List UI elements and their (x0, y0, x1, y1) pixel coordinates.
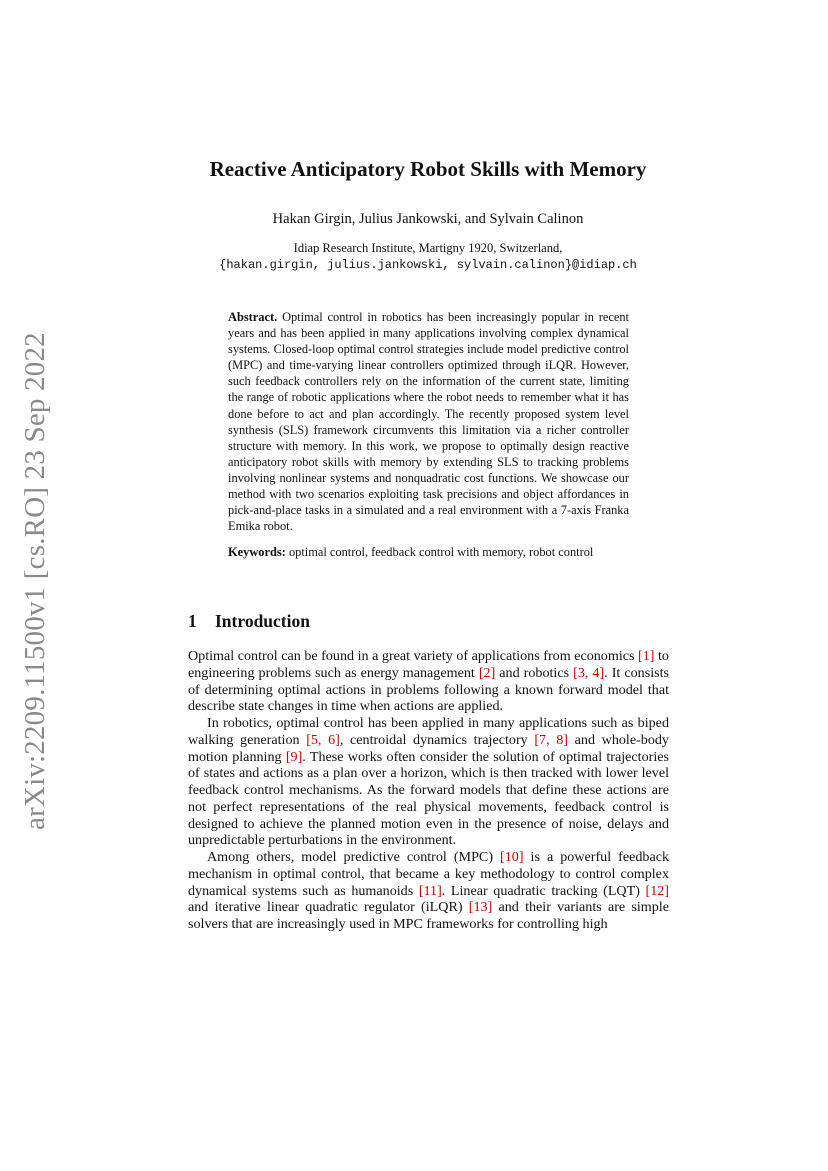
citation-link[interactable]: [11] (418, 882, 442, 899)
abstract-text: Optimal control in robotics has been increasingly popular in recent years and has been applied in many applications involving complex dynamical systems. Closed-loop optimal control strategies include model predictive control (MPC) and time-varying linear controllers optimized through iLQR. However, such feedback controllers rely on the information of the current state, limiting the range of robotic applications where the robot needs to remember what it has done before to act and plan accordingly. The recently proposed system level synthesis (SLS) framework circumvents this limitation via a richer controller structure with memory. In this work, we propose to optimally design reactive anticipatory robot skills with memory by extending SLS to tracking problems involving nonlinear systems and nonquadratic cost functions. We showcase our method with two scenarios exploiting task precisions and object affordances in pick-and-place tasks in a simulated and a real environment with a 7-axis Franka Emika robot. (228, 310, 629, 534)
keywords-text: optimal control, feedback control with memory, robot control (288, 545, 594, 560)
affiliation-block (150, 240, 706, 274)
section-heading (188, 610, 310, 632)
citation-link[interactable]: [13] (468, 899, 493, 916)
abstract-block (228, 309, 629, 560)
abstract-label: Abstract. (228, 310, 278, 324)
body-text-run: . These works often consider the solution of optimal trajectories of states and actions as a plan over a horizon, which is then tracked with lower level feedback control mechanisms. As the forward models that define these actions are not perfect representations of the real physical movements, feedback control is designed to achieve the planned motion even in the presence of noise, delays and unpredictable perturbations in the environment. (188, 748, 669, 849)
institute-line: Idiap Research Institute, Martigny 1920, Switzerland, (293, 241, 563, 255)
paper-title: Reactive Anticipatory Robot Skills with Memory (209, 157, 647, 181)
citation-link[interactable]: [3, 4] (573, 664, 605, 681)
body-text-run: and their variants are simple solvers that are increasingly used in MPC frameworks for controlling high (188, 899, 669, 932)
citation-link[interactable]: [5, 6] (306, 731, 340, 748)
body-text-run: and robotics (495, 664, 574, 681)
arxiv-identifier-stamp: arXiv:2209.11500v1 [cs.RO] 23 Sep 2022 (19, 332, 51, 830)
body-text-run: is a powerful feedback mechanism in optimal control, that became a key methodology to control complex dynamical systems such as humanoids (188, 849, 670, 899)
body-text-run: and iterative linear quadratic regulator (iLQR) (188, 899, 469, 916)
section-title: Introduction (215, 611, 310, 631)
citation-link[interactable]: [2] (478, 664, 496, 681)
body-text-run: . Linear quadratic tracking (LQT) (441, 882, 646, 899)
body-text-run: . It consists of determining optimal actions in problems following a known forward model that describe state changes in time when actions are applied. (188, 664, 669, 715)
body-paragraph (188, 849, 669, 933)
citation-link[interactable]: [9] (285, 748, 303, 765)
citation-link[interactable]: [7, 8] (534, 731, 568, 748)
keywords-label: Keywords: (228, 545, 286, 560)
citation-link[interactable]: [12] (645, 882, 669, 899)
body-text-run: and whole-body motion planning (188, 731, 669, 765)
citation-link[interactable]: [10] (500, 849, 524, 865)
author-list: Hakan Girgin, Julius Jankowski, and Sylvain Calinon (272, 211, 584, 227)
body-paragraph (188, 648, 669, 715)
body-text-run: Among others, model predictive control (MPC) (207, 849, 501, 865)
introduction-body (188, 648, 669, 933)
keywords-paragraph (228, 544, 629, 560)
body-text-run: to engineering problems such as energy management (188, 648, 669, 681)
body-paragraph (188, 715, 669, 849)
body-text-run: In robotics, optimal control has been applied in many applications such as biped walking generation (188, 715, 669, 748)
body-text-run: Optimal control can be found in a great variety of applications from economics (188, 648, 639, 664)
email-line: {hakan.girgin, julius.jankowski, sylvain.calinon}@idiap.ch (219, 258, 637, 272)
section-number: 1 (188, 611, 197, 631)
body-text-run: , centroidal dynamics trajectory (339, 731, 535, 748)
abstract-paragraph (228, 309, 629, 534)
citation-link[interactable]: [1] (638, 648, 655, 664)
